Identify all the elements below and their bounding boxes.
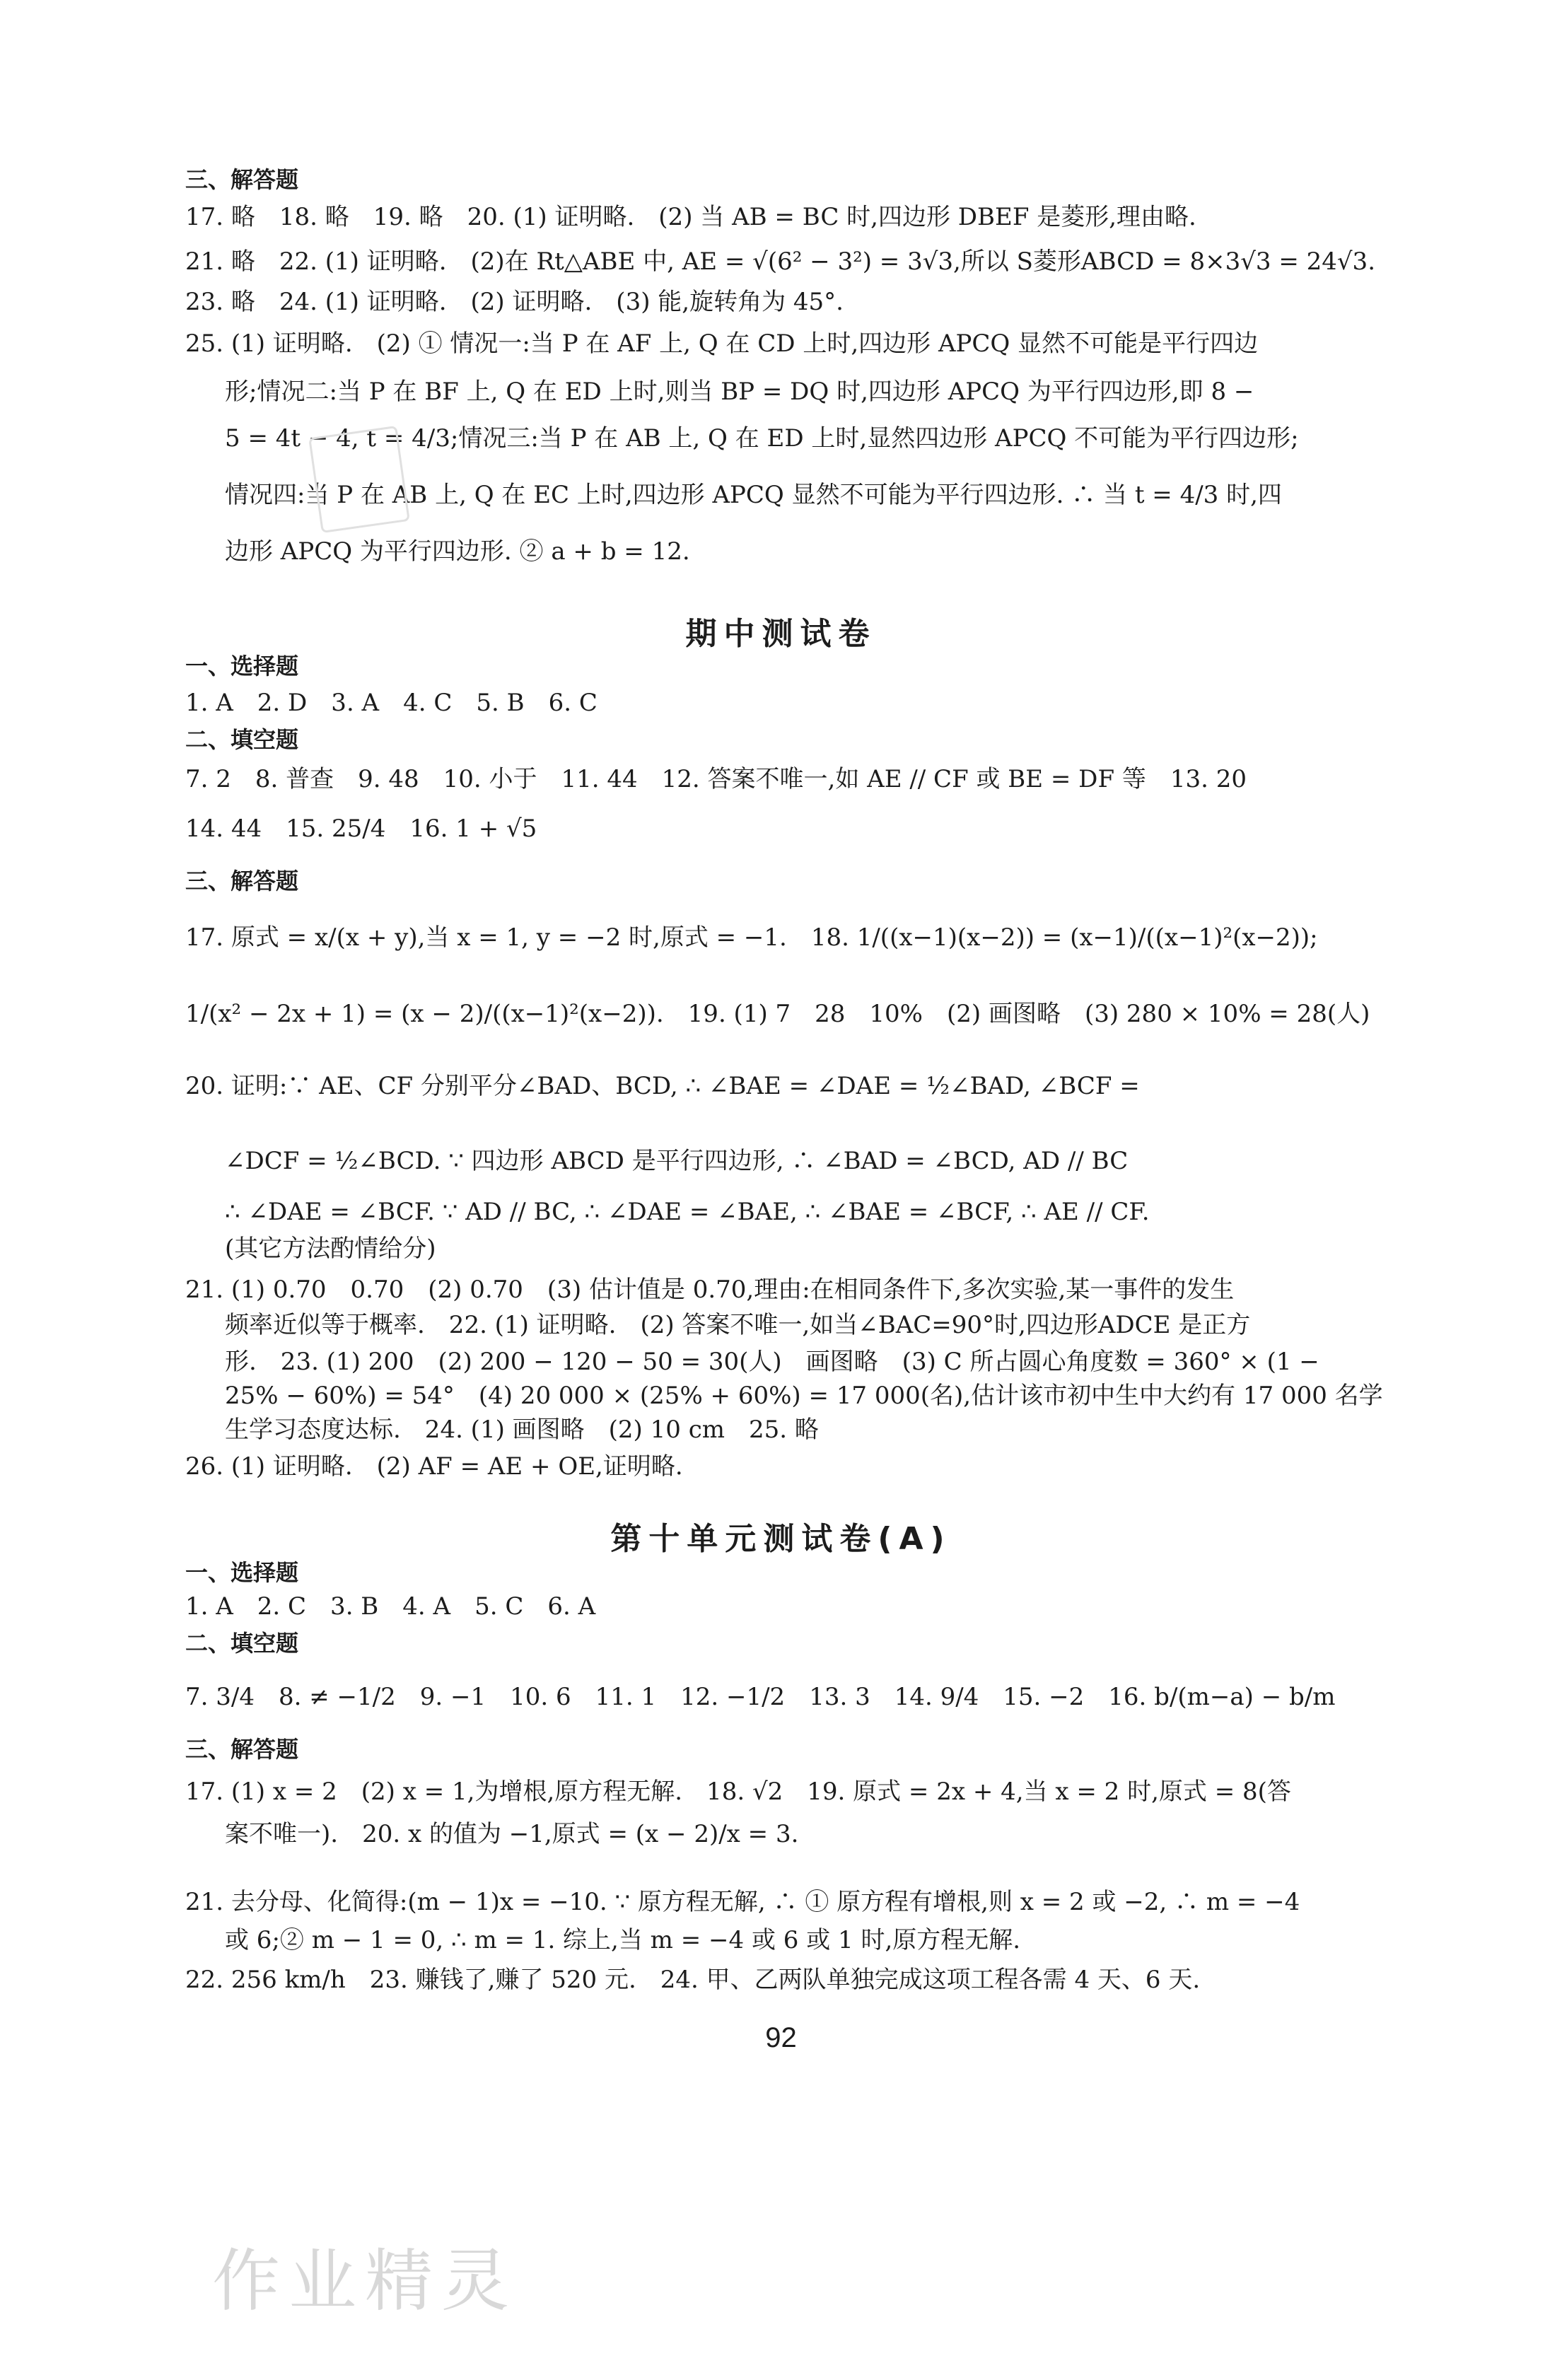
page-number: 92 (765, 2022, 797, 2053)
answer-line: 25. (1) 证明略. (2) ① 情况一:当 P 在 AF 上, Q 在 CD 上时,四边形 APCQ 显然不可能是平行四边 (185, 329, 1259, 358)
stamp-mark (308, 426, 410, 533)
answer-line: 边形 APCQ 为平行四边形. ② a + b = 12. (225, 537, 690, 566)
answer-line: 5 = 4t − 4, t = 4/3;情况三:当 P 在 AB 上, Q 在 ED 上时,显然四边形 APCQ 不可能为平行四边形; (225, 424, 1299, 453)
section-heading: 二、填空题 (185, 726, 299, 753)
section-heading: 一、选择题 (185, 1559, 299, 1586)
section-heading: 三、解答题 (185, 166, 299, 193)
answer-line: 频率近似等于概率. 22. (1) 证明略. (2) 答案不唯一,如当∠BAC=90°时,四边形ADCE 是正方 (225, 1311, 1251, 1339)
section-title-unit10: 第十单元测试卷(A) (610, 1521, 952, 1557)
section-heading: 三、解答题 (185, 868, 299, 894)
section-heading: 三、解答题 (185, 1736, 299, 1763)
answer-line: 14. 44 15. 25/4 16. 1 + √5 (185, 815, 537, 843)
answer-line: 17. 原式 = x/(x + y),当 x = 1, y = −2 时,原式 = −1. 18. 1/((x−1)(x−2)) = (x−1)/((x−1)²(x−2)); (185, 923, 1318, 952)
answer-line: 生学习态度达标. 24. (1) 画图略 (2) 10 cm 25. 略 (225, 1416, 819, 1444)
answer-line: 1/(x² − 2x + 1) = (x − 2)/((x−1)²(x−2)). 19. (1) 7 28 10% (2) 画图略 (3) 280 × 10% = 28(人) (185, 1000, 1370, 1028)
answer-line: 21. 去分母、化简得:(m − 1)x = −10. ∵ 原方程无解, ∴ ① 原方程有增根,则 x = 2 或 −2, ∴ m = −4 (185, 1888, 1300, 1916)
answer-line: 1. A 2. D 3. A 4. C 5. B 6. C (185, 689, 598, 717)
answer-line: 情况四:当 P 在 AB 上, Q 在 EC 上时,四边形 APCQ 显然不可能为平行四边形. ∴ 当 t = 4/3 时,四 (225, 481, 1282, 509)
answer-line: (其它方法酌情给分) (225, 1235, 436, 1263)
answer-line: 22. 256 km/h 23. 赚钱了,赚了 520 元. 24. 甲、乙两队单独完成这项工程各需 4 天、6 天. (185, 1966, 1201, 1994)
answer-line: 形. 23. (1) 200 (2) 200 − 120 − 50 = 30(人) 画图略 (3) C 所占圆心角度数 = 360° × (1 − (225, 1348, 1319, 1376)
watermark-logo: 作业精灵 (212, 2241, 518, 2321)
answer-line: 1. A 2. C 3. B 4. A 5. C 6. A (185, 1592, 596, 1621)
answer-line: 7. 2 8. 普查 9. 48 10. 小于 11. 44 12. 答案不唯一,如 AE // CF 或 BE = DF 等 13. 20 (185, 765, 1247, 793)
section-heading: 二、填空题 (185, 1630, 299, 1657)
answer-line: 23. 略 24. (1) 证明略. (2) 证明略. (3) 能,旋转角为 45°. (185, 288, 844, 316)
answer-line: 案不唯一). 20. x 的值为 −1,原式 = (x − 2)/x = 3. (225, 1820, 799, 1848)
answer-line: 25% − 60%) = 54° (4) 20 000 × (25% + 60%) = 17 000(名),估计该市初中生中大约有 17 000 名学 (225, 1382, 1383, 1410)
answer-line: 20. 证明:∵ AE、CF 分别平分∠BAD、BCD, ∴ ∠BAE = ∠DAE = ½∠BAD, ∠BCF = (185, 1072, 1140, 1100)
answer-line: 21. (1) 0.70 0.70 (2) 0.70 (3) 估计值是 0.70,理由:在相同条件下,多次实验,某一事件的发生 (185, 1276, 1235, 1304)
answer-line: ∴ ∠DAE = ∠BCF. ∵ AD // BC, ∴ ∠DAE = ∠BAE, ∴ ∠BAE = ∠BCF, ∴ AE // CF. (225, 1198, 1150, 1226)
answer-line: 形;情况二:当 P 在 BF 上, Q 在 ED 上时,则当 BP = DQ 时,四边形 APCQ 为平行四边形,即 8 − (225, 378, 1254, 406)
answer-line: 17. 略 18. 略 19. 略 20. (1) 证明略. (2) 当 AB = BC 时,四边形 DBEF 是菱形,理由略. (185, 203, 1196, 231)
answer-line: 21. 略 22. (1) 证明略. (2)在 Rt△ABE 中, AE = √(6² − 3²) = 3√3,所以 S菱形ABCD = 8×3√3 = 24√3. (185, 247, 1375, 276)
answer-line: 26. (1) 证明略. (2) AF = AE + OE,证明略. (185, 1452, 683, 1481)
section-heading: 一、选择题 (185, 653, 299, 679)
answer-line: ∠DCF = ½∠BCD. ∵ 四边形 ABCD 是平行四边形, ∴ ∠BAD = ∠BCD, AD // BC (225, 1147, 1129, 1175)
answer-line: 或 6;② m − 1 = 0, ∴ m = 1. 综上,当 m = −4 或 6 或 1 时,原方程无解. (225, 1926, 1021, 1954)
answer-line: 17. (1) x = 2 (2) x = 1,为增根,原方程无解. 18. √2 19. 原式 = 2x + 4,当 x = 2 时,原式 = 8(答 (185, 1778, 1291, 1806)
section-title-midterm: 期中测试卷 (685, 616, 877, 652)
answer-line: 7. 3/4 8. ≠ −1/2 9. −1 10. 6 11. 1 12. −1/2 13. 3 14. 9/4 15. −2 16. b/(m−a) − b/m (185, 1683, 1336, 1711)
